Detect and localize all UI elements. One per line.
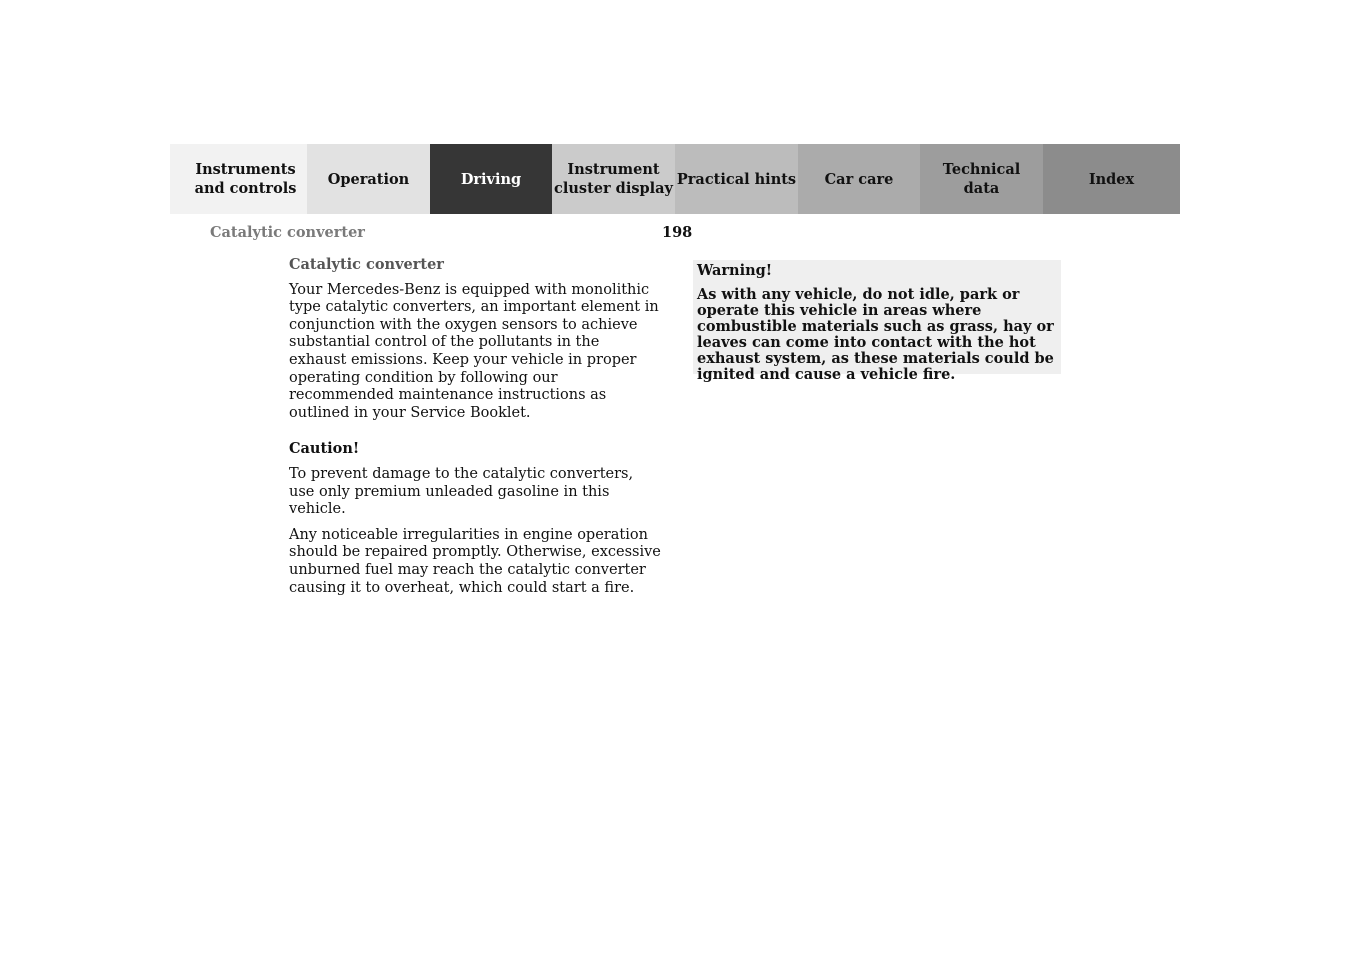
tab-label: Driving [460,170,522,188]
caution-heading: Caution! [289,440,360,458]
tab-operation[interactable] [307,144,430,214]
section-heading: Catalytic converter [289,256,444,273]
tab-index[interactable] [1043,144,1180,214]
tab-driving[interactable] [430,144,552,214]
page-number: 198 [662,224,693,241]
tab-label: Practical hints [676,170,797,188]
section-nav-tabs [170,144,1180,214]
tab-label: Operation [327,170,410,188]
warning-box [693,260,1061,383]
warning-heading: Warning! [697,262,773,279]
caution-paragraph-irregularities: Any noticeable irregularities in engine operation should be repaired promptly. Otherwise, excessive unburned fuel may reach the catalytic converter causing it to overheat, which could start a fire. [289,526,661,596]
tab-label: Index [1088,170,1135,188]
main-text-column [289,256,661,605]
tab-label: Car care [824,170,894,188]
tab-label: Technical data [942,161,1021,197]
intro-paragraph: Your Mercedes-Benz is equipped with monolithic type catalytic converters, an important element in conjunction with the oxygen sensors to achieve substantial control of the pollutants in the exhaust emissions. Keep your vehicle in proper operating condition by following our recommended maintenance instructions as outlined in your Service Booklet. [289,281,659,421]
running-header-section: Catalytic converter [210,224,365,241]
tab-technical-data[interactable] [920,144,1043,214]
tab-instrument-cluster-display[interactable] [552,144,675,214]
tab-practical-hints[interactable] [675,144,798,214]
tab-car-care[interactable] [798,144,920,214]
tab-label: Instruments and controls [194,161,297,197]
caution-paragraph-fuel: To prevent damage to the catalytic converters, use only premium unleaded gasoline in this vehicle. [289,465,634,518]
warning-text: As with any vehicle, do not idle, park or operate this vehicle in areas where combustible materials such as grass, hay or leaves can come into contact with the hot exhaust system, as these materials could be ignited and cause a vehicle fire. [697,285,1054,383]
tab-label: Instrument cluster display [554,161,673,197]
tab-instruments-and-controls[interactable] [170,144,307,214]
